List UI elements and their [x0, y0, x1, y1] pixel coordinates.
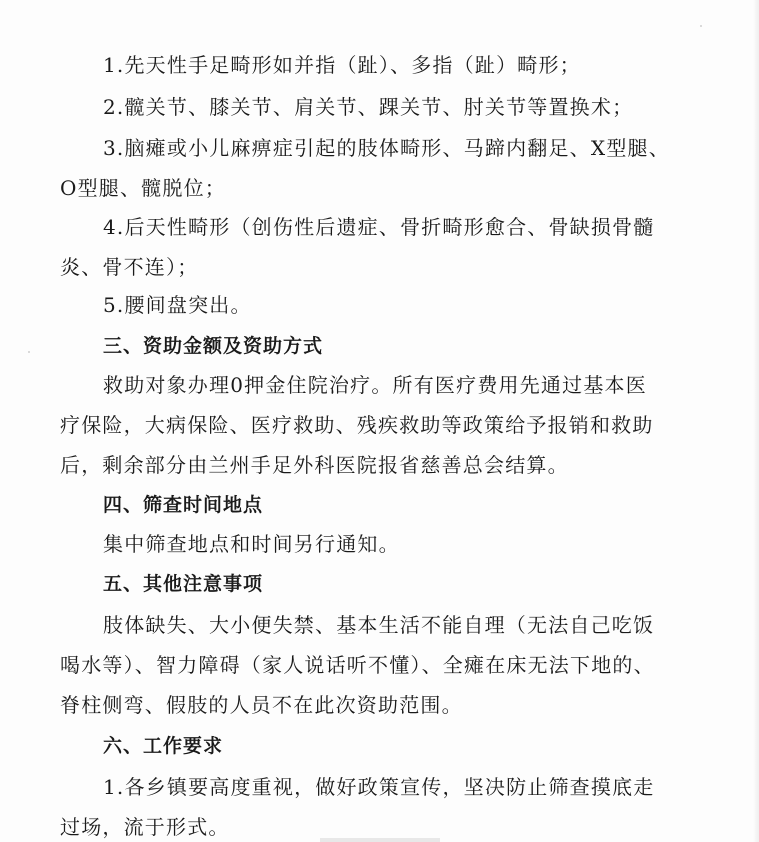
list-item-acquired-deformity-continued: 炎、骨不连）；	[60, 255, 199, 279]
list-item-acquired-deformity: 4.后天性畸形（创伤性后遗症、骨折畸形愈合、骨缺损骨髓	[103, 215, 655, 239]
page-edge-shadow	[753, 0, 759, 842]
page-bottom-mark	[320, 838, 440, 842]
paragraph-line: 救助对象办理0押金住院治疗。所有医疗费用先通过基本医	[103, 373, 647, 397]
list-item-cerebral-palsy-continued: O型腿、髋脱位；	[60, 176, 226, 200]
paragraph-line: 肢体缺失、大小便失禁、基本生活不能自理（无法自己吃饭	[103, 613, 655, 637]
section-heading-funding: 三、资助金额及资助方式	[103, 335, 324, 357]
paragraph-line: 喝水等）、智力障碍（家人说话听不懂）、全瘫在床无法下地的、	[60, 653, 655, 677]
paragraph-line: 1.各乡镇要高度重视，做好政策宣传，坚决防止筛查摸底走	[103, 775, 655, 799]
paragraph-line: 疗保险，大病保险、医疗救助、残疾救助等政策给予报销和救助	[60, 413, 654, 437]
paragraph-line: 后，剩余部分由兰州手足外科医院报省慈善总会结算。	[60, 453, 569, 477]
section-heading-screening: 四、筛查时间地点	[103, 494, 264, 516]
paragraph-line: 过场，流于形式。	[60, 815, 230, 839]
paragraph-line: 脊柱侧弯、假肢的人员不在此次资助范围。	[60, 693, 463, 717]
list-item-joint-replacement: 2.髋关节、膝关节、肩关节、踝关节、肘关节等置换术；	[103, 95, 634, 119]
section-heading-requirements: 六、工作要求	[103, 735, 224, 757]
scan-speck	[28, 351, 30, 353]
list-item-lumbar-disc: 5.腰间盘突出。	[103, 293, 252, 317]
list-item-cerebral-palsy: 3.脑瘫或小儿麻痹症引起的肢体畸形、马蹄内翻足、X型腿、	[103, 136, 670, 160]
scan-speck	[700, 25, 702, 27]
section-heading-notes: 五、其他注意事项	[103, 573, 264, 595]
list-item-congenital-deformity: 1.先天性手足畸形如并指（趾）、多指（趾）畸形；	[103, 53, 581, 77]
paragraph-line: 集中筛查地点和时间另行通知。	[103, 532, 400, 556]
